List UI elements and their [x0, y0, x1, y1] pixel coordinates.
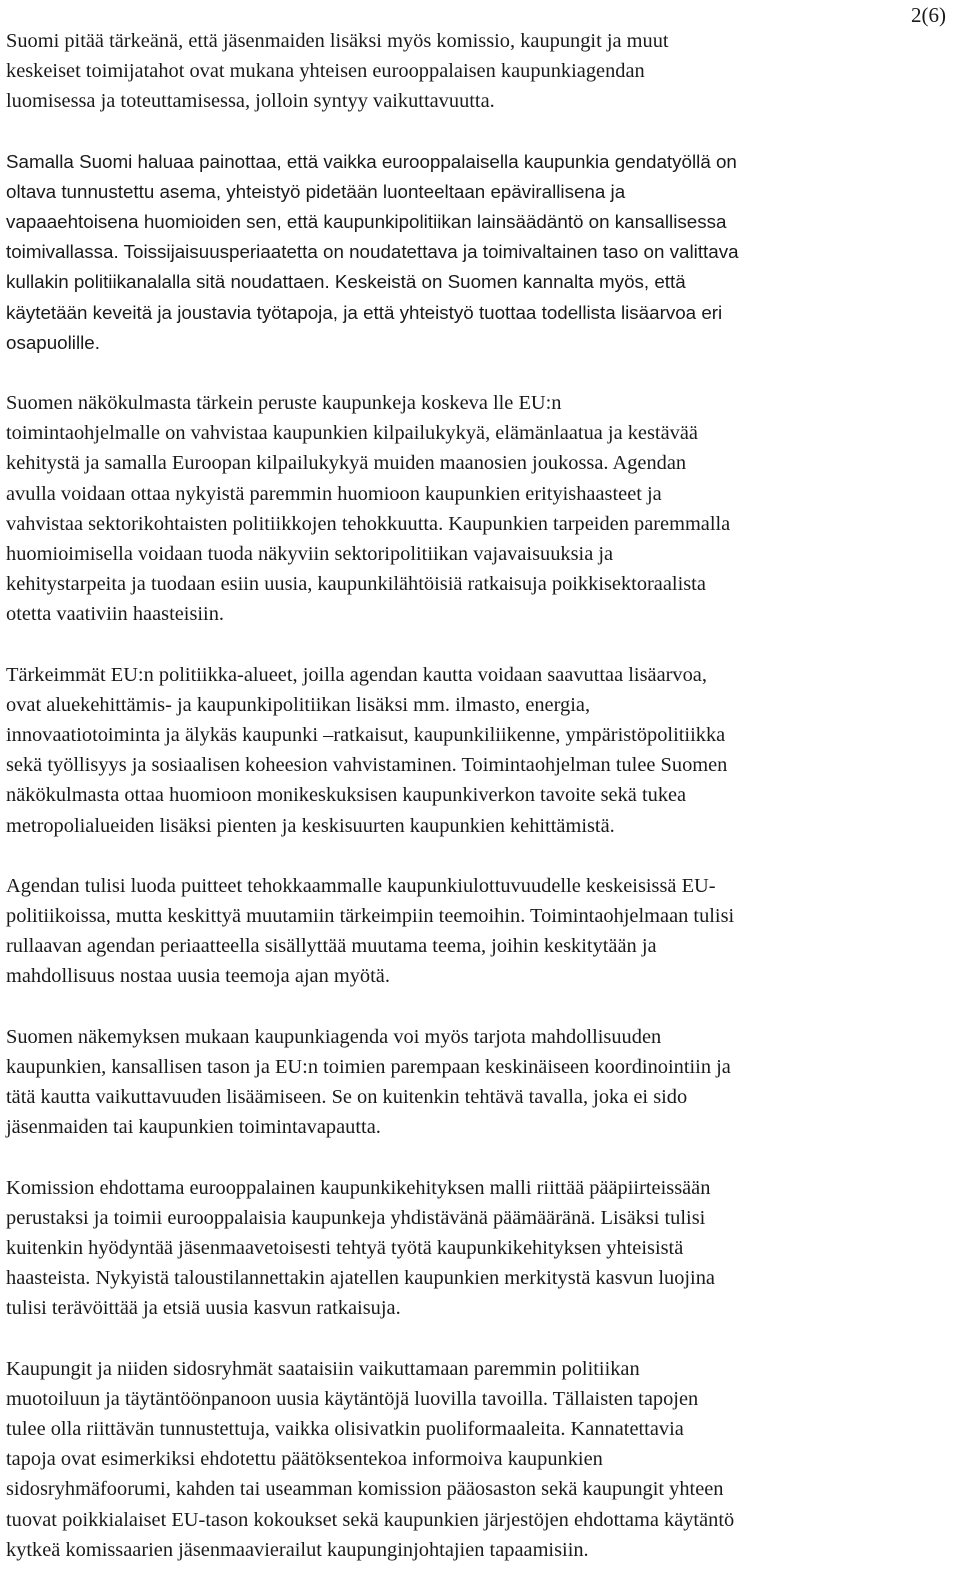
text-line: Komission ehdottama eurooppalainen kaupunkikehityksen malli riittää pääpiirteissään — [6, 1176, 711, 1199]
paragraph-5 — [6, 871, 944, 992]
text-line: Samalla Suomi haluaa painottaa, että vaikka eurooppalaisella kaupunkia gendatyöllä on — [6, 150, 737, 172]
text-line: toimivallassa. Toissijaisuusperiaatetta on noudatettava ja toimivaltainen taso on valittava — [6, 241, 739, 263]
text-line: sidosryhmäfoorumi, kahden tai useamman komission pääosaston sekä kaupungit yhteen — [6, 1478, 724, 1501]
document-body — [6, 26, 944, 1595]
text-line: kytkeä komissaarien jäsenmaavierailut kaupunginjohtajien tapaamisiin. — [6, 1538, 589, 1561]
text-line: kullakin politiikanalalla sitä noudattaen. Keskeistä on Suomen kannalta myös, että — [6, 271, 686, 293]
text-line: tulee olla riittävän tunnustettuja, vaikka olisivatkin puoliformaaleita. Kannatettavia — [6, 1417, 684, 1440]
text-line: toimintaohjelmalle on vahvistaa kaupunkien kilpailukykyä, elämänlaatua ja kestävää — [6, 422, 698, 445]
text-line: kehitystarpeita ja tuodaan esiin uusia, kaupunkilähtöisiä ratkaisuja poikkisektoraalista — [6, 573, 706, 596]
text-line: metropolialueiden lisäksi pienten ja keskisuurten kaupunkien kehittämistä. — [6, 814, 615, 837]
text-line: muotoiluun ja täytäntöönpanoon uusia käytäntöjä luovilla tavoilla. Tällaisten tapojen — [6, 1387, 699, 1410]
text-line: otetta vaativiin haasteisiin. — [6, 603, 225, 626]
text-line: Tärkeimmät EU:n politiikka-alueet, joilla agendan kautta voidaan saavuttaa lisäarvoa, — [6, 663, 707, 686]
text-line: kehitystä ja samalla Euroopan kilpailukykyä muiden maanosien joukossa. Agendan — [6, 452, 687, 475]
text-line: haasteista. Nykyistä taloustilannettakin ajatellen kaupunkien merkitystä kasvun luojina — [6, 1267, 715, 1290]
text-line: ovat aluekehittämis- ja kaupunkipolitiikan lisäksi mm. ilmasto, energia, — [6, 693, 591, 716]
text-line: Kaupungit ja niiden sidosryhmät saataisiin vaikuttamaan paremmin politiikan — [6, 1357, 640, 1380]
text-line: kuitenkin hyödyntää jäsenmaavetoisesti tehtyä työtä kaupunkikehityksen yhteisistä — [6, 1236, 684, 1259]
text-line: tuovat poikkialaiset EU-tason kokoukset sekä kaupunkien järjestöjen ehdottama käytäntö — [6, 1508, 735, 1531]
text-line: tätä kautta vaikuttavuuden lisäämiseen. Se on kuitenkin tehtävä tavalla, joka ei sido — [6, 1086, 688, 1109]
paragraph-7 — [6, 1173, 944, 1324]
text-line: näkökulmasta ottaa huomioon monikeskuksisen kaupunkiverkon tavoite sekä tukea — [6, 784, 687, 807]
text-line: tulisi terävöittää ja etsiä uusia kasvun ratkaisuja. — [6, 1297, 401, 1320]
text-line: tapoja ovat esimerkiksi ehdotettu päätöksentekoa informoiva kaupunkien — [6, 1448, 603, 1471]
text-line: Suomen näkökulmasta tärkein peruste kaupunkeja koskeva lle EU:n — [6, 392, 562, 415]
text-line: Agendan tulisi luoda puitteet tehokkaammalle kaupunkiulottuvuudelle keskeisissä EU- — [6, 874, 716, 897]
text-line: kaupunkien, kansallisen tason ja EU:n toimien parempaan keskinäiseen koordinointiin ja — [6, 1055, 731, 1078]
text-line: innovaatiotoiminta ja älykäs kaupunki –ratkaisut, kaupunkiliikenne, ympäristöpolitiikka — [6, 724, 726, 747]
text-line: oltava tunnustettu asema, yhteistyö pidetään luonteeltaan epävirallisena ja — [6, 180, 626, 202]
paragraph-1 — [6, 26, 944, 117]
text-line: jäsenmaiden tai kaupunkien toimintavapautta. — [6, 1116, 381, 1139]
text-line: politiikoissa, mutta keskittyä muutamiin tärkeimpiin teemoihin. Toimintaohjelmaan tulisi — [6, 905, 735, 928]
text-line: rullaavan agendan periaatteella sisällyttää muutama teema, joihin keskitytään ja — [6, 935, 657, 958]
paragraph-6 — [6, 1022, 944, 1143]
text-line: vapaaehtoisena huomioiden sen, että kaupunkipolitiikan lainsäädäntö on kansallisessa — [6, 211, 727, 233]
text-line: keskeiset toimijatahot ovat mukana yhteisen eurooppalaisen kaupunkiagendan — [6, 60, 645, 83]
paragraph-8 — [6, 1354, 944, 1565]
page-number: 2(6) — [911, 3, 946, 27]
text-line: Suomen näkemyksen mukaan kaupunkiagenda voi myös tarjota mahdollisuuden — [6, 1025, 662, 1048]
text-line: sekä työllisyys ja sosiaalisen koheesion vahvistaminen. Toimintaohjelman tulee Suomen — [6, 754, 728, 777]
paragraph-2 — [6, 147, 944, 358]
text-line: mahdollisuus nostaa uusia teemoja ajan myötä. — [6, 965, 390, 988]
text-line: perustaksi ja toimii eurooppalaisia kaupunkeja yhdistävänä päämääränä. Lisäksi tulisi — [6, 1206, 706, 1229]
text-line: käytetään keveitä ja joustavia työtapoja, ja että yhteistyö tuottaa todellista lisäarvoa eri — [6, 301, 723, 323]
text-line: huomioimisella voidaan tuoda näkyviin sektoripolitiikan vajavaisuuksia ja — [6, 543, 614, 566]
text-line: Suomi pitää tärkeänä, että jäsenmaiden lisäksi myös komissio, kaupungit ja muut — [6, 30, 669, 52]
text-line: osapuolille. — [6, 331, 100, 353]
text-line: vahvistaa sektorikohtaisten politiikkojen tehokkuutta. Kaupunkien tarpeiden paremmalla — [6, 512, 731, 535]
paragraph-4 — [6, 660, 944, 841]
text-line: luomisessa ja toteuttamisessa, jolloin syntyy vaikuttavuutta. — [6, 90, 495, 113]
paragraph-3 — [6, 388, 944, 630]
text-line: avulla voidaan ottaa nykyistä paremmin huomioon kaupunkien erityishaasteet ja — [6, 482, 662, 505]
